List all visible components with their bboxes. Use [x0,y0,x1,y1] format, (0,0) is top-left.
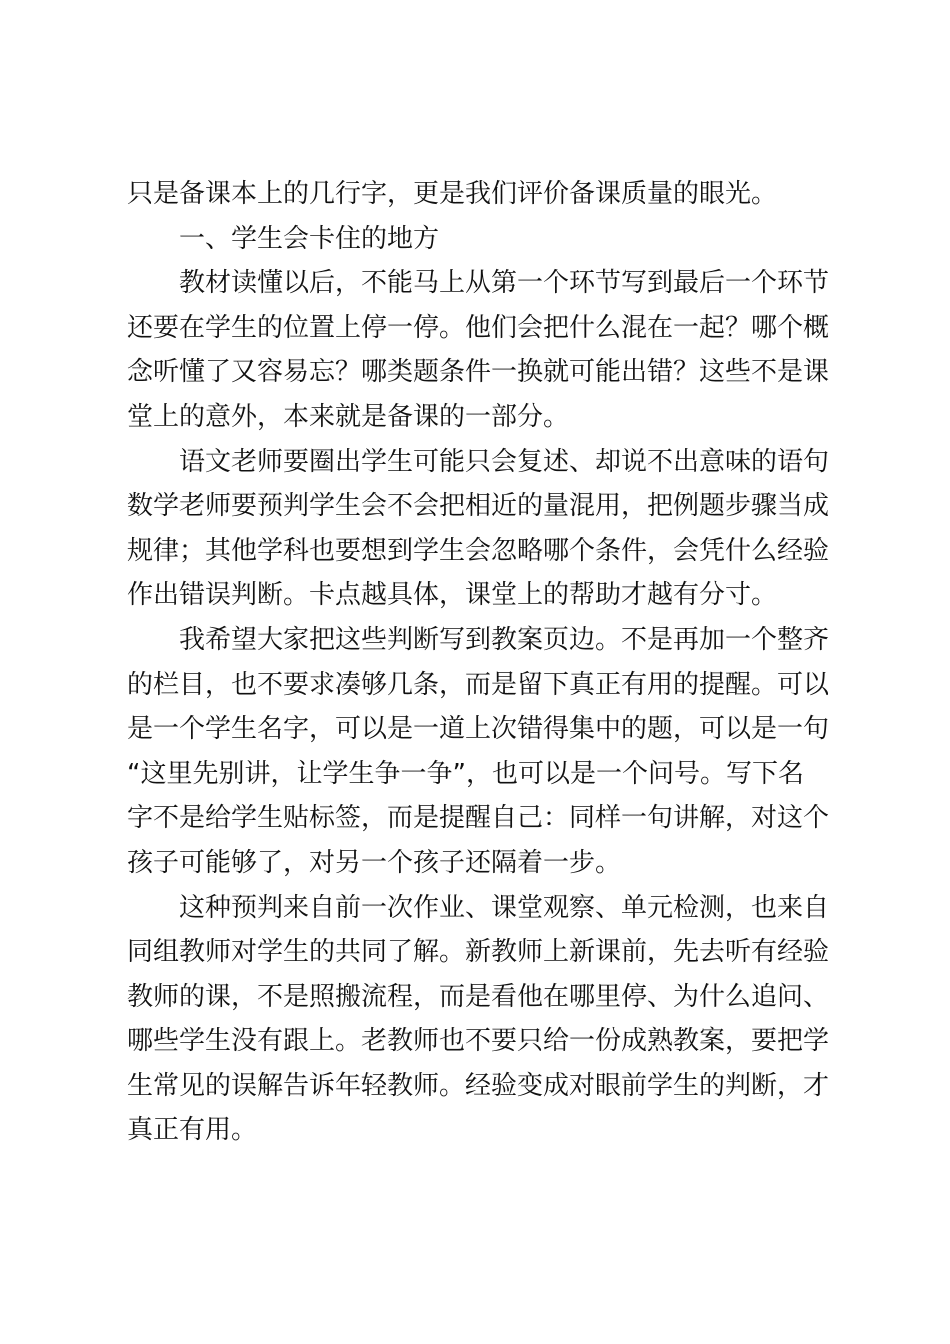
paragraph-margin-notes [127,618,837,886]
paragraph-textbook [127,261,837,439]
text-line: 数学老师要预判学生会不会把相近的量混用，把例题步骤当成 [127,491,830,522]
text-line: 真正有用。 [127,1115,258,1146]
paragraph-intro-tail [127,172,837,217]
text-line: 念听懂了又容易忘？哪类题条件一换就可能出错？这些不是课 [127,357,830,388]
text-line: 作出错误判断。卡点越具体，课堂上的帮助才越有分寸。 [127,580,778,611]
text-line: 规律；其他学科也要想到学生会忽略哪个条件，会凭什么经验 [127,535,830,566]
text-line: 是一个学生名字，可以是一道上次错得集中的题，可以是一句 [127,714,830,745]
text-line: 字不是给学生贴标签，而是提醒自己：同样一句讲解，对这个 [127,803,830,834]
paragraph-experience [127,886,837,1154]
text-line: 只是备课本上的几行字，更是我们评价备课质量的眼光。 [127,179,778,209]
text-line: 孩子可能够了，对另一个孩子还隔着一步。 [127,847,622,878]
text-line: 这种预判来自前一次作业、课堂观察、单元检测，也来自 [179,892,830,923]
text-line: 生常见的误解告诉年轻教师。经验变成对眼前学生的判断，才 [127,1070,830,1101]
paragraph-subjects [127,440,837,618]
text-line: “这里先别讲，让学生争一争”，也可以是一个问号。写下名 [127,758,804,789]
text-line: 堂上的意外，本来就是备课的一部分。 [127,401,570,432]
text-line: 哪些学生没有跟上。老教师也不要只给一份成熟教案，要把学 [127,1026,830,1057]
section-heading-text: 一、学生会卡住的地方 [179,223,440,254]
section-heading [127,217,837,262]
text-line: 的栏目，也不要求凑够几条，而是留下真正有用的提醒。可以 [127,669,830,700]
text-line: 教师的课，不是照搬流程，而是看他在哪里停、为什么追问、 [127,981,830,1012]
document-body [127,172,837,1153]
text-line: 语文老师要圈出学生可能只会复述、却说不出意味的语句 [179,446,830,477]
text-line: 还要在学生的位置上停一停。他们会把什么混在一起？哪个概 [127,312,830,343]
text-line: 同组教师对学生的共同了解。新教师上新课前，先去听有经验 [127,937,830,968]
text-line: 我希望大家把这些判断写到教案页边。不是再加一个整齐 [179,624,830,655]
text-line: 教材读懂以后，不能马上从第一个环节写到最后一个环节 [179,268,830,299]
